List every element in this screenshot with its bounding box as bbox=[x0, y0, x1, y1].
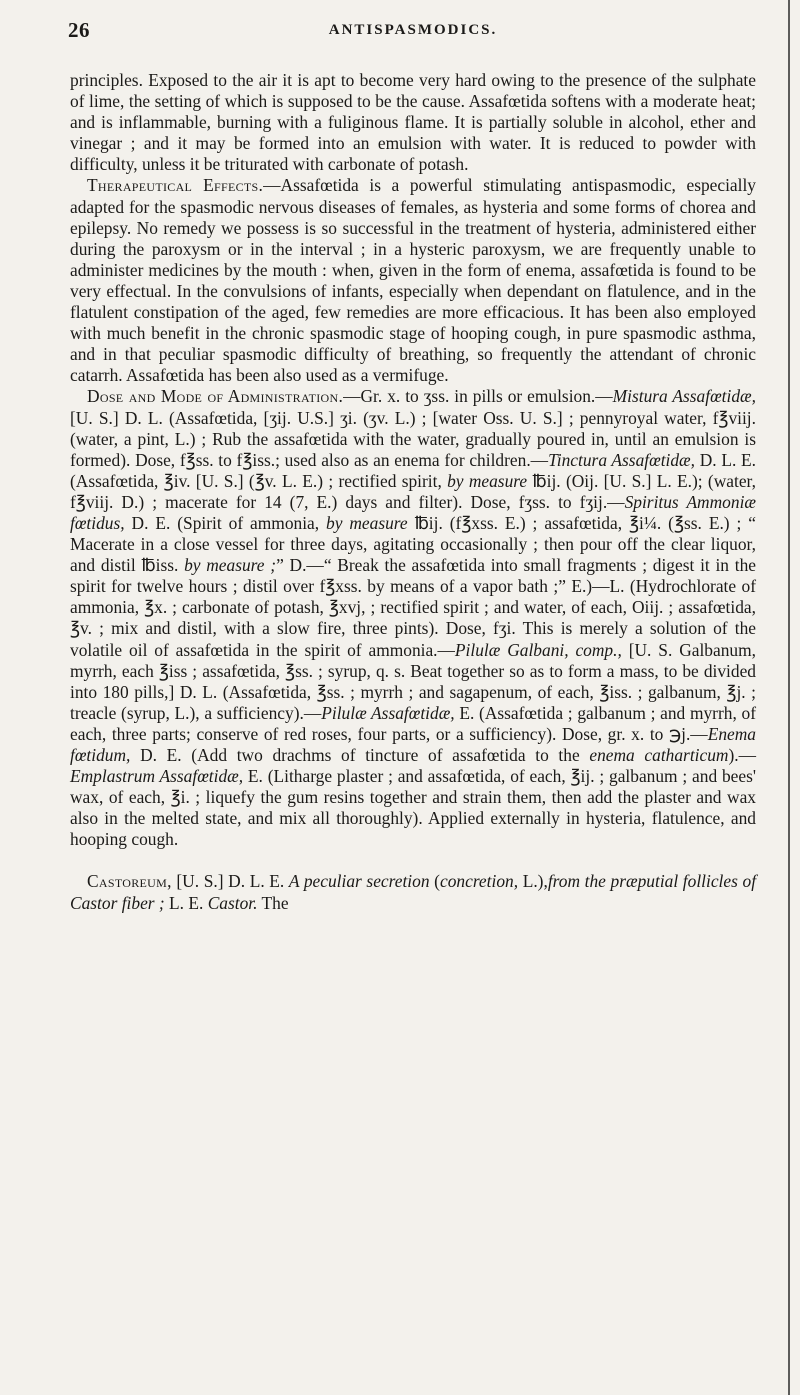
castoreum-text: The bbox=[257, 892, 289, 913]
page-header bbox=[70, 18, 756, 48]
paragraph-dose-administration bbox=[70, 386, 756, 850]
italic-phrase: Castor. bbox=[207, 892, 258, 913]
italic-phrase: by measure bbox=[447, 470, 528, 491]
dose-text: ).— bbox=[728, 745, 756, 765]
paragraph-spacer bbox=[70, 850, 756, 871]
preparation-name: Pilulæ Assafœtidæ, bbox=[321, 702, 455, 723]
italic-phrase: concretion, bbox=[439, 871, 519, 892]
dose-text: ℔ij. (f℥xss. E.) ; assafœtida, ℥i¼. (℥ss. E.) ; “ Macerate in a close vessel for three days, agitating occasionally ; then pour off the clear liquor, and distil ℔iss. bbox=[70, 512, 756, 576]
dose-text: D. E. (Spirit of ammonia, bbox=[124, 512, 327, 533]
dose-text: —Gr. x. to ʒss. in pills or emulsion.— bbox=[343, 386, 613, 407]
dose-text: ℔ij. (Oij. [U. S.] L. E.); (water, f℥viij. D.) ; macerate for 14 (7, E.) days and filter). Dose, fʒss. to fʒij.— bbox=[70, 470, 756, 512]
preparation-name: Mistura Assafœtidæ, bbox=[612, 386, 756, 407]
running-head: ANTISPASMODICS. bbox=[328, 22, 498, 38]
section-heading-castoreum: Castoreum, bbox=[87, 871, 172, 892]
dose-text: ” D.—“ Break the assafœtida into small fragments ; digest it in the spirit for twelve hours ; distil over f℥xss. by means of a vapor bath ;” E.)—L. (Hydrochlorate of ammonia, ℥x. ; carbonate of potash, ℥xvj, ; rectified spirit ; and water, of each, Oiij. ; assafœtida, ℥v. ; mix and distil, with a slow fire, three pints). Dose, fʒi. This is merely a solution of the volatile oil of assafœtida in the spirit of ammonia.— bbox=[70, 555, 756, 660]
paragraph-castoreum bbox=[70, 871, 756, 913]
section-heading-therapeutical-effects: Therapeutical Effects. bbox=[87, 175, 264, 196]
preparation-name: Emplastrum Assafœtidæ, bbox=[70, 766, 244, 787]
section-heading-dose: Dose and Mode of Administration. bbox=[87, 386, 344, 407]
castoreum-text: L.), bbox=[518, 871, 548, 892]
paragraph-therapeutical-text: —Assafœtida is a powerful stimulating antispasmodic, especially adapted for the spasmodic nervous diseases of females, as hysteria and some forms of chorea and epilepsy. No remedy we possess is so successful in the treatment of hysteria, administered either during the paroxysm or in the interval ; in a hysteric paroxysm, we are frequently unable to administer medicines by the mouth : when, given in the form of enema, assafœtida is found to be very effectual. In the convulsions of infants, especially when dependant on flatulence, and in the flatulent constipation of the aged, few remedies are more efficacious. It has been also employed with much benefit in the chronic spasmodic stage of hooping cough, in pure spasmodic asthma, and in that peculiar spasmodic difficulty of breathing, so frequently the attendant of chronic catarrh. Assafœtida has been also used as a vermifuge. bbox=[70, 175, 757, 386]
dose-text: [U. S. Galbanum, myrrh, each ℥iss ; assafœtida, ℥ss. ; syrup, q. s. Beat together so as to form a mass, to be divided into 180 pills,] D. L. (Assafœtida, ℥ss. ; myrrh ; and sagapenum, of each, ℥iss. ; galbanum, ℥j. ; treacle (syrup, L.), a sufficiency).— bbox=[70, 639, 756, 723]
preparation-name: Pilulæ Galbani, comp., bbox=[454, 639, 622, 660]
italic-phrase: by measure bbox=[326, 512, 408, 533]
dose-text: D. E. (Add two drachms of tincture of assafœtida to the bbox=[130, 745, 590, 765]
preparation-name: Spiritus Ammoniæ fœtidus, bbox=[70, 491, 757, 533]
preparation-name: Tinctura Assafœtidæ, bbox=[548, 449, 695, 470]
dose-text: [U. S.] D. L. (Assafœtida, [ʒij. U.S.] ʒi. (ʒv. L.) ; [water Oss. U. S.] ; pennyroyal water, f℥viij. (water, a pint, L.) ; Rub the assafœtida with the water, gradually poured in, until an emulsion is formed). Dose, f℥ss. to f℥iss.; used also as an enema for children.— bbox=[70, 407, 756, 470]
preparation-name: enema catharticum bbox=[589, 745, 729, 765]
page-number: 26 bbox=[68, 18, 90, 42]
castoreum-text: L. E. bbox=[164, 892, 208, 913]
body-text bbox=[70, 70, 756, 914]
italic-phrase: by measure ; bbox=[184, 555, 277, 576]
italic-phrase: from the præputial follicles of Castor fiber ; bbox=[70, 871, 757, 913]
dose-text: E. (Assafœtida ; galbanum ; and myrrh, of each, three parts; conserve of red roses, four parts, or a sufficiency). Dose, gr. x. to ℈j.— bbox=[70, 702, 756, 744]
paragraph-properties-text: principles. Exposed to the air it is apt to become very hard owing to the presence of the sulphate of lime, the setting of which is supposed to be the cause. Assafœtida softens with a moderate heat; and is inflammable, burning with a fuliginous flame. It is partially soluble in alcohol, ether and vinegar ; and it may be formed into an emulsion with water. It is reduced to powder with difficulty, unless it be triturated with carbonate of potash. bbox=[70, 70, 756, 175]
page-edge-line bbox=[788, 0, 790, 1395]
castoreum-text: [U. S.] D. L. E. bbox=[171, 871, 289, 892]
italic-phrase: A peculiar secretion bbox=[288, 871, 430, 892]
dose-text: D. L. E. (Assafœtida, ℥iv. [U. S.] (℥v. L. E.) ; rectified spirit, bbox=[70, 449, 756, 491]
paragraph-properties bbox=[70, 70, 756, 175]
paragraph-therapeutical-effects bbox=[70, 175, 756, 386]
castoreum-text: ( bbox=[429, 871, 440, 892]
dose-text: E. (Litharge plaster ; and assafœtida, of each, ℥ij. ; galbanum ; and bees' wax, of each, ℥i. ; liquefy the gum resins together and strain them, then add the plaster and wax also in the melted state, and mix all thoroughly). Applied externally in hysteria, flatulence, and hooping cough. bbox=[70, 766, 756, 850]
preparation-name: Enema fœtidum, bbox=[70, 723, 756, 765]
